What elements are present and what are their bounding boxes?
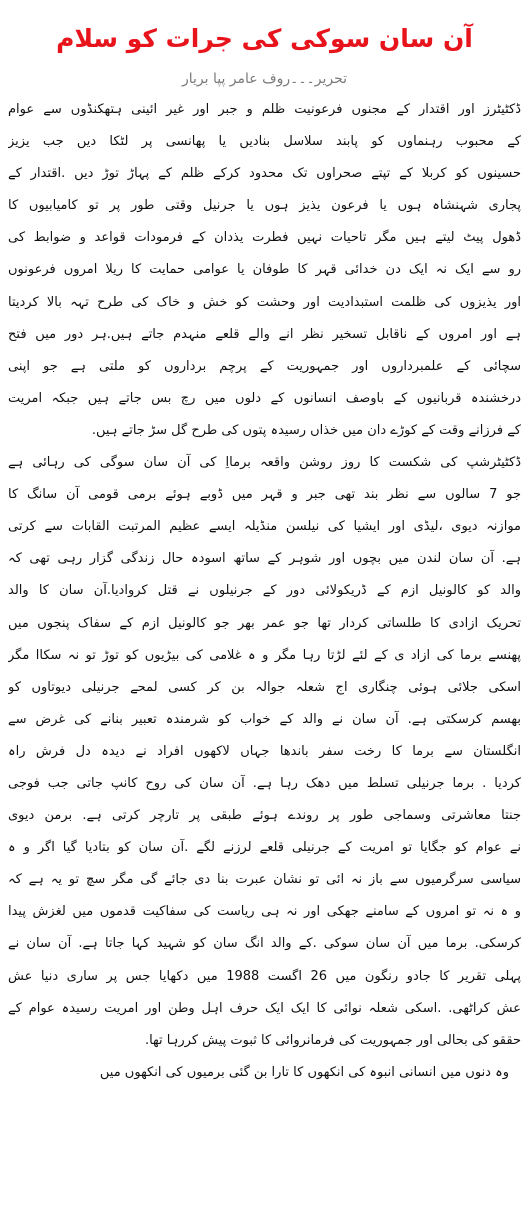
- article-byline: تحریر۔۔۔روف عامر پپا بریار: [181, 71, 348, 87]
- article-line: و ہ نہ تو امروں کے سامنے جھکی اور نہ ہی ریاست کی سفاکیت قدموں میں لغزش پیدا: [8, 904, 521, 920]
- article-line: موازنہ دیوی ،لیڈی اور ایشیا کی نیلسن منڈیلہ ایسے عظیم المرتبت القابات سے کرتی: [8, 519, 521, 535]
- article-line: کے فرزانے وقت کے کوڑے دان میں خذاں رسیدہ پتوں کی طرح گل سڑ جاتے ہیں.: [91, 422, 521, 438]
- article-line: اور یذیزوں کی ظلمت استبدادیت اور وحشت کو خش و خاک کی طرح تہہ بالا کردیتا: [8, 294, 521, 310]
- article-line: ڈکٹیٹرز اور اقتدار کے مجنوں فرعونیت ظلم و جبر اور غیر ائینی ہتھکنڈوں سے عوام: [8, 102, 521, 117]
- article-line: درخشندہ قربانیوں کے باوصف انسانوں کے دلوں میں رچ بس جاتے ہیں جبکہ امریت: [8, 390, 521, 406]
- article-line: پجاری شہنشاہ ہوں یا فرعون یذیز ہوں یا جرنیل وقتی طور پر تو کامیابیوں کا: [8, 198, 521, 214]
- article-body: [8, 94, 521, 1089]
- article-line: عش کراٹھی. .اسکی شعلہ نوائی کا ایک ایک حرف اہل وطن اور امریت رسیدہ عوام کے: [8, 1000, 521, 1016]
- article-line: انگلستان سے برما کا رخت سفر باندھا جہاں لاکھوں افراد نے دیدہ دل فرش راہ: [8, 743, 521, 759]
- article-line: سچائی کے علمبرداروں اور جمہوریت کے پرچم برداروں کو ملتی ہے جو اپنی: [8, 358, 521, 374]
- article-line: اسکی جلائی ہوئی چنگاری اج شعلہ جوالہ بن کر کسی لمحے جرنیلی دیوتاوں کو: [8, 679, 521, 695]
- article-line: پھنسے برما کی ازاد ی کے لئے لڑتا رہا مگر و ہ غلامی کی بیڑیوں کو توڑ تو نہ سکاا مگر: [8, 647, 521, 663]
- article-line: ڈھول پیٹ لیتے ہیں مگر تاحیات نہیں فطرت یذدان کے فرمودات قواعد و ضوابط کی: [8, 230, 521, 246]
- article-line: حسینوں کو کربلا کے تپتے صحراوں تک محدود کرکے ظلم کے پہاڑ توڑ دیں .اقتدار کے: [8, 166, 521, 182]
- article-line: جو 7 سالوں سے نظر بند تھی جبر و قہر میں ڈوبے ہوئے برمی قومی آن سانگ کا: [8, 487, 521, 503]
- article-line: وہ دنوں میں انسانی انبوہ کی انکھوں کا تارا بن گئی برمیوں کی انکھوں میں: [99, 1064, 509, 1080]
- article-title: آن سان سوکی کی جرات کو سلام: [56, 24, 473, 53]
- article-line: ڈکٹیٹرشپ کی شکست کا روز روشن واقعہ برمااِ کی آن سان سوگی کی رہائی ہے: [8, 455, 521, 471]
- article-line: تحریک ازادی کا طلساتی کردار تھا جو عمر بھر جو کالونیل ازم کے سفاک پنجوں میں: [8, 615, 521, 631]
- article-line: بھسم کرسکتی ہے. آن سان نے والد کے خواب کو شرمندہ تعبیر بنانے کی غرض سے: [8, 711, 521, 727]
- article-line: جنتا معاشرتی وسماجی طور پر روندے ہوئے طبقی پر تارچر کرتی ہے. برمن دیوی: [8, 808, 521, 824]
- article-line: ہے اور امروں کے ناقابل تسخیر نظر انے والے قلعے منہدم جاتے ہیں.ہر دور میں فتح: [8, 326, 521, 342]
- article-line: کرسکی. برما میں آن سان سوکی .کے والد انگ سان کو شہید کہا جاتا ہے. آن سان نے: [8, 936, 521, 952]
- article-line: رو سے ایک نہ ایک دن خدائی قہر کا طوفان یا عوامی حمایت کا ریلا امروں فرعونوں: [8, 262, 521, 278]
- article-line: والد کو کالونیل ازم کے ڈریکولائی دور کے جرنیلوں نے قتل کروادیا.آن سان کا والد: [8, 583, 521, 599]
- article-line: کردیا . برما جرنیلی تسلط میں دھک رہا ہے. آن سان کی روح کانپ جاتی جب فوجی: [8, 775, 521, 791]
- article-line: کے محبوب رہنماوں کو پابند سلاسل بنادیں یا پھانسی پر لٹکا دیں جب یزیز: [8, 134, 521, 150]
- article-line: حققو کی بحالی اور جمہوریت کی فرمانروائی کا ثبوت پیش کررہا تھا.: [144, 1032, 521, 1048]
- article-line: سیاسی سرگرمیوں سے باز نہ ائی تو نشان عبرت بنا دی جائے گی مگر سچ تو یہ ہے کہ: [8, 872, 521, 888]
- article-line: پہلی تقریر کا جادو رنگون میں 26 اگست 1988 میں دکھایا جس پر ساری دنیا عش: [8, 968, 521, 984]
- article-line: نے عوام کو جگایا تو امریت کے جرنیلی قلعے لرزنے لگے .آن سان کو بتادیا گیا اگر و ہ: [8, 840, 521, 856]
- article-line: ہے. آن سان لندن میں بچوں اور شوہر کے ساتھ اسودہ حال زندگی گزار رہی تھی کہ: [8, 551, 521, 567]
